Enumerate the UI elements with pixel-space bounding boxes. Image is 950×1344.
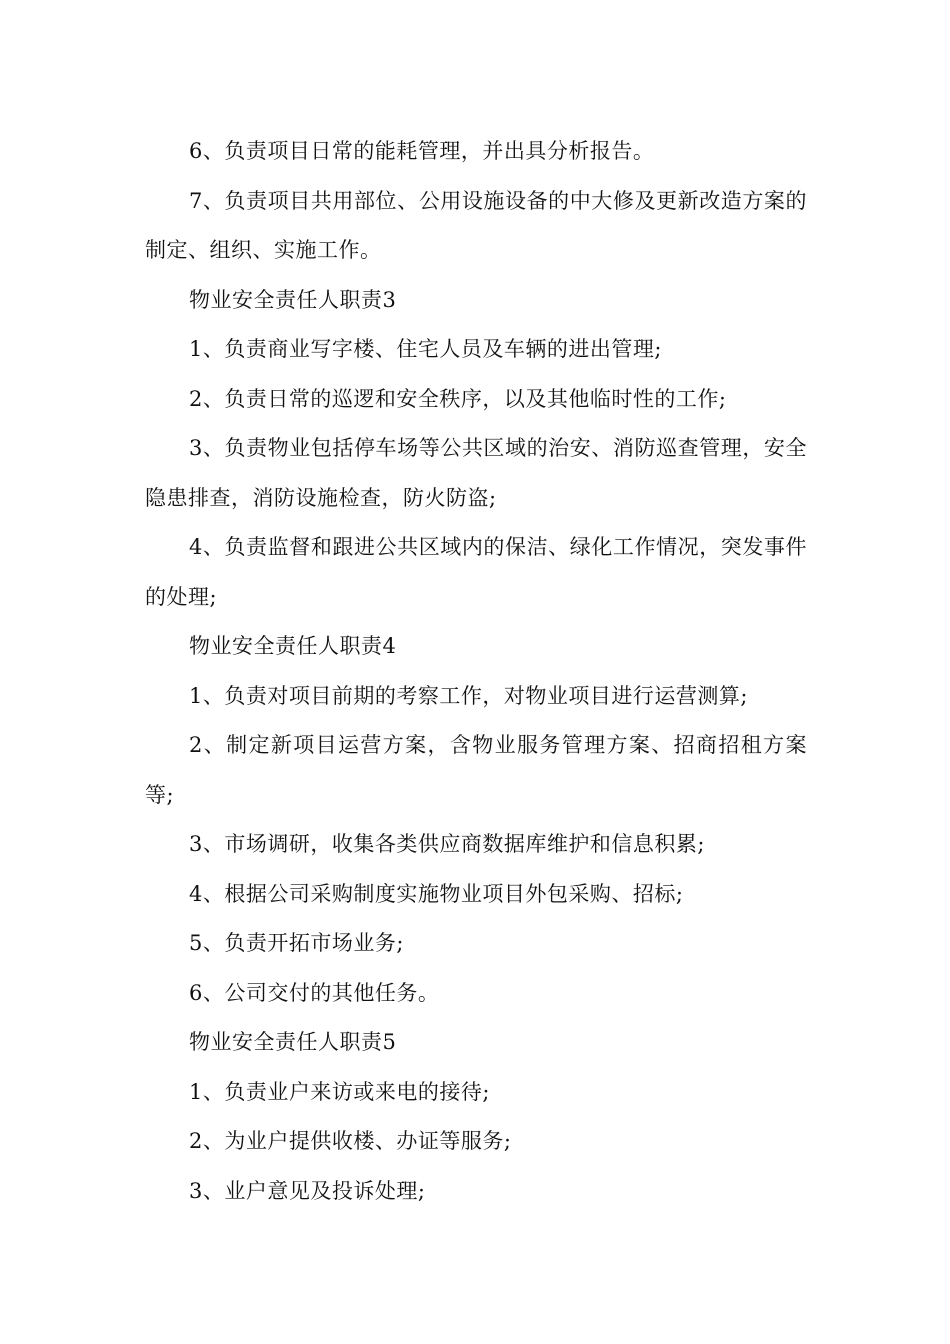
paragraph-item-3-research: 3、市场调研，收集各类供应商数据库维护和信息积累;	[189, 832, 705, 856]
document-body	[145, 127, 807, 1216]
paragraph-item-4-procurement: 4、根据公司采购制度实施物业项目外包采购、招标;	[189, 881, 684, 906]
section-heading-duties-4: 物业安全责任人职责4	[189, 634, 397, 658]
paragraph-item-5-market: 5、负责开拓市场业务;	[189, 931, 404, 955]
paragraph-item-1-access: 1、负责商业写字楼、住宅人员及车辆的进出管理;	[189, 337, 662, 361]
paragraph-item-4-cleaning: 4、负责监督和跟进公共区域内的保洁、绿化工作情况，突发事件的处理;	[145, 535, 807, 609]
paragraph-item-6-energy: 6、负责项目日常的能耗管理，并出具分析报告。	[189, 139, 655, 163]
paragraph-item-1-survey: 1、负责对项目前期的考察工作，对物业项目进行运营测算;	[189, 683, 748, 708]
section-heading-duties-3: 物业安全责任人职责3	[189, 287, 397, 312]
section-heading-duties-5: 物业安全责任人职责5	[189, 1030, 397, 1054]
paragraph-item-3-complaints: 3、业户意见及投诉处理;	[189, 1178, 426, 1203]
paragraph-item-7-renovation: 7、负责项目共用部位、公用设施设备的中大修及更新改造方案的制定、组织、实施工作。	[145, 188, 807, 262]
paragraph-item-3-fire-safety: 3、负责物业包括停车场等公共区域的治安、消防巡查管理，安全隐患排查，消防设施检查，防火防盗;	[145, 436, 807, 510]
paragraph-item-1-reception: 1、负责业户来访或来电的接待;	[189, 1079, 490, 1104]
paragraph-item-2-services: 2、为业户提供收楼、办证等服务;	[189, 1129, 512, 1153]
paragraph-item-6-other: 6、公司交付的其他任务。	[189, 980, 440, 1005]
paragraph-item-2-plan: 2、制定新项目运营方案，含物业服务管理方案、招商招租方案等;	[145, 733, 807, 807]
paragraph-item-2-patrol: 2、负责日常的巡逻和安全秩序，以及其他临时性的工作;	[189, 386, 727, 411]
